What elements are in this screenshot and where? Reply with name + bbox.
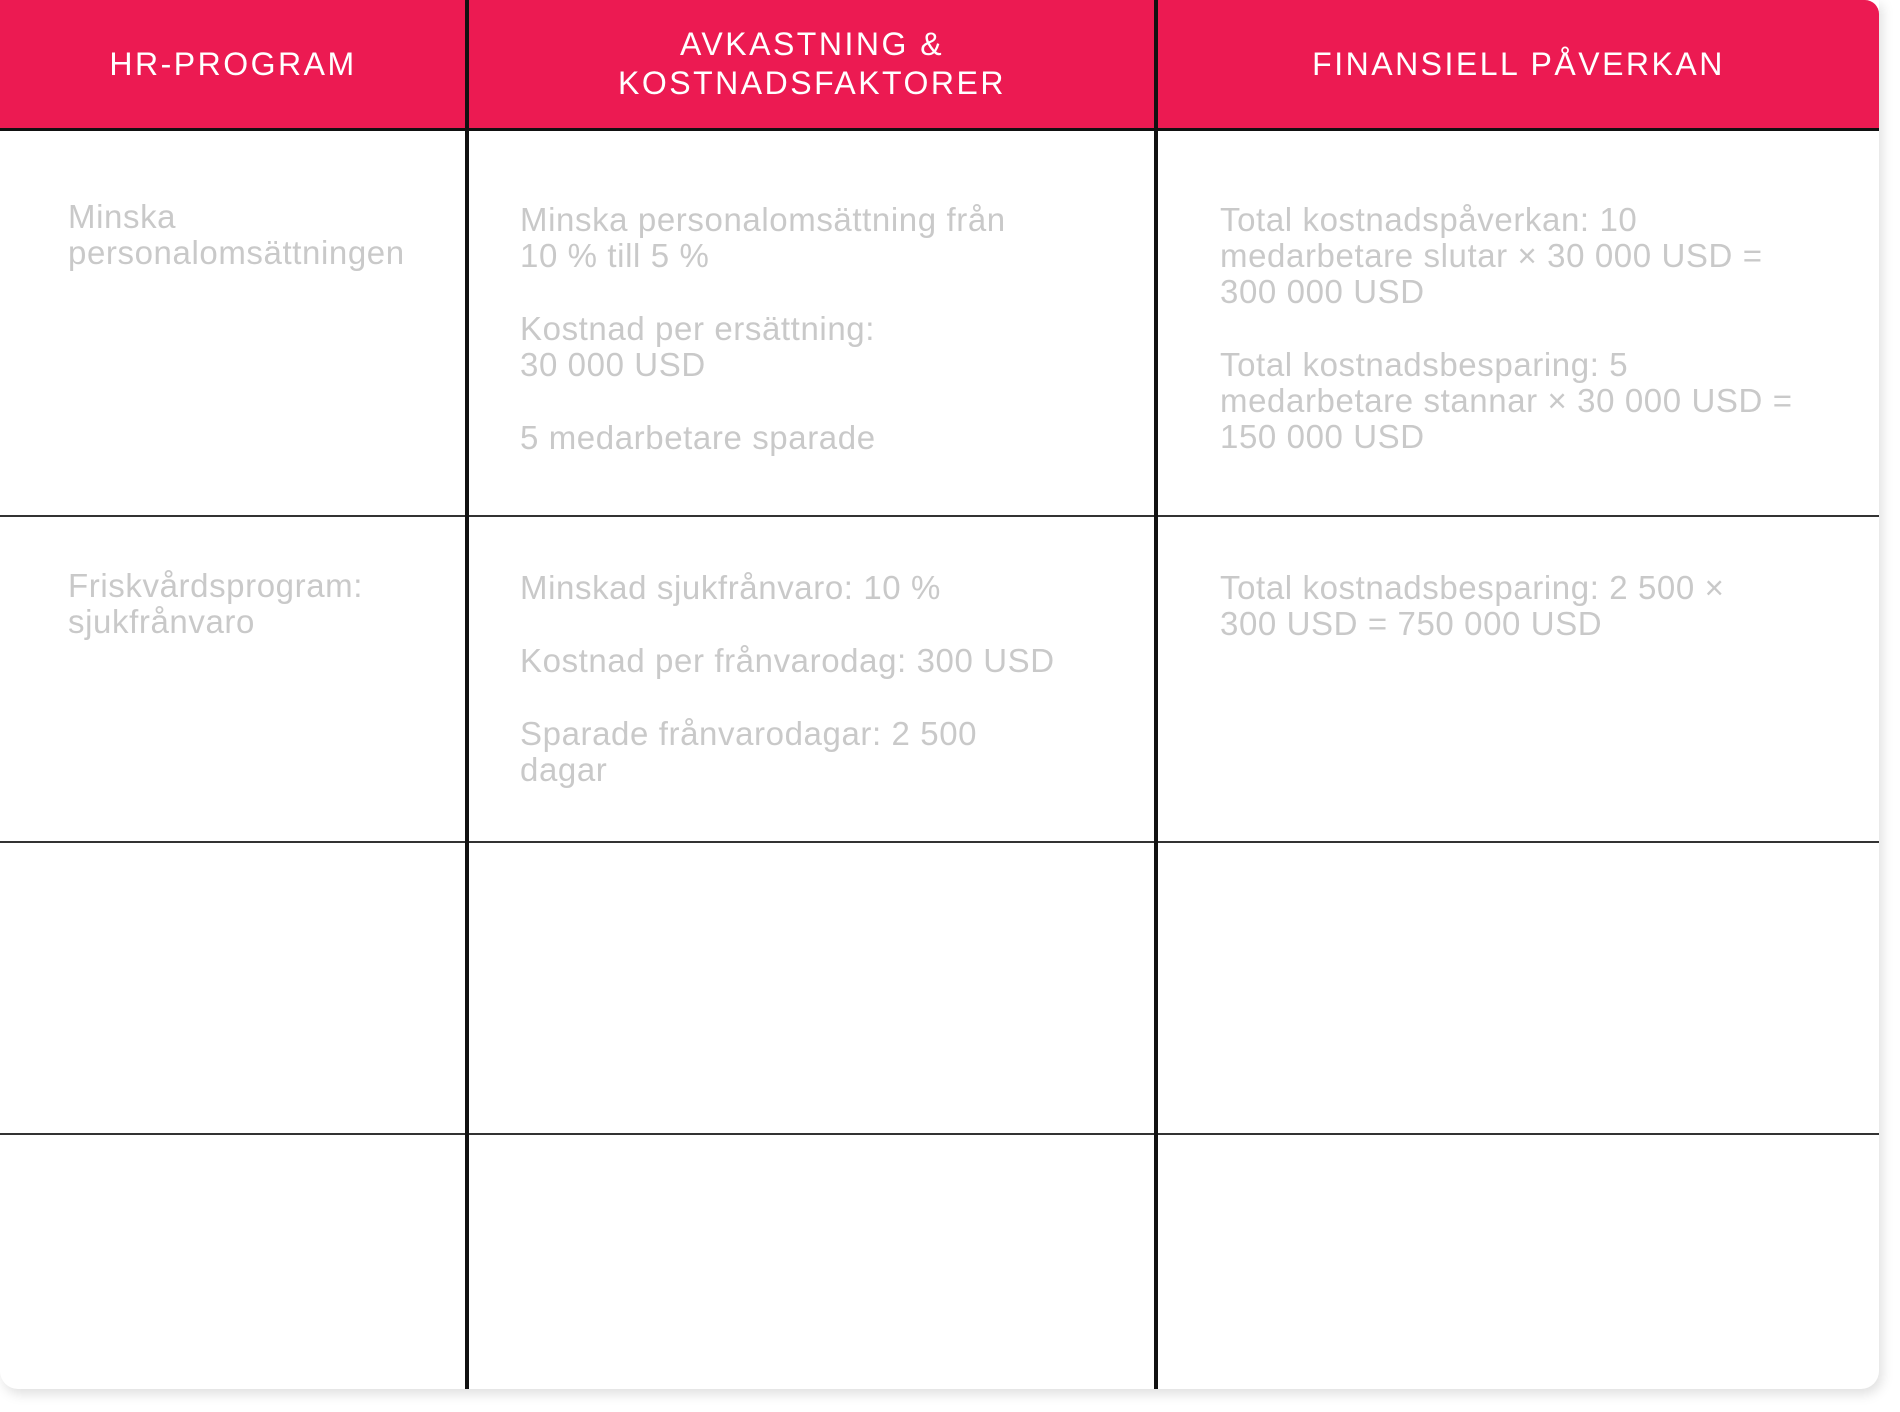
- program-name: Minska personalomsättningen: [68, 198, 405, 271]
- factor-text: Minskad sjukfrånvaro: 10 %: [520, 569, 941, 606]
- factor-text: Kostnad per frånvarodag: 300 USD: [520, 642, 1055, 679]
- column-header-financial-impact-label: FINANSIELL PÅVERKAN: [1312, 45, 1725, 82]
- program-name: Friskvårdsprogram: sjukfrånvaro: [68, 567, 364, 640]
- column-header-hr-program: [0, 0, 466, 128]
- row-divider-1: [0, 515, 1879, 517]
- table-row-2-program: [68, 568, 458, 640]
- row-divider-3: [0, 1133, 1879, 1135]
- factor-text: Minska personalomsättning från 10 % till 5 %: [520, 201, 1006, 274]
- table-row-3-program: [68, 880, 458, 1100]
- table-header-row: [0, 0, 1879, 131]
- table-row-2-factors: [520, 570, 1140, 788]
- table-row-4-program: [68, 1170, 458, 1370]
- impact-text: Total kostnadsbesparing: 2 500 × 300 USD = 750 000 USD: [1220, 569, 1725, 642]
- table-row-1-factors: [520, 202, 1140, 456]
- table-row-3-impact: [1220, 880, 1875, 1100]
- column-header-financial-impact: [1158, 0, 1879, 128]
- table-row-1-program: [68, 199, 458, 271]
- impact-text: Total kostnadspåverkan: 10 medarbetare slutar × 30 000 USD = 300 000 USD: [1220, 201, 1763, 310]
- column-header-hr-program-label: HR-PROGRAM: [109, 45, 357, 82]
- column-header-return-cost-factors-label: AVKASTNING & KOSTNADSFAKTORER: [618, 26, 1006, 101]
- impact-text: Total kostnadsbesparing: 5 medarbetare stannar × 30 000 USD = 150 000 USD: [1220, 346, 1793, 455]
- table-row-2-impact: [1220, 570, 1875, 642]
- column-header-return-cost-factors: [468, 0, 1156, 128]
- factor-text: Sparade frånvarodagar: 2 500 dagar: [520, 715, 978, 788]
- factor-text: 5 medarbetare sparade: [520, 419, 876, 456]
- table-row-4-factors: [520, 1170, 1140, 1370]
- table-row-1-impact: [1220, 202, 1875, 455]
- table-row-3-factors: [520, 880, 1140, 1100]
- column-divider-2: [1154, 0, 1158, 1389]
- factor-text: Kostnad per ersättning: 30 000 USD: [520, 310, 876, 383]
- column-divider-1: [465, 0, 469, 1389]
- row-divider-2: [0, 841, 1879, 843]
- table-row-4-impact: [1220, 1170, 1875, 1370]
